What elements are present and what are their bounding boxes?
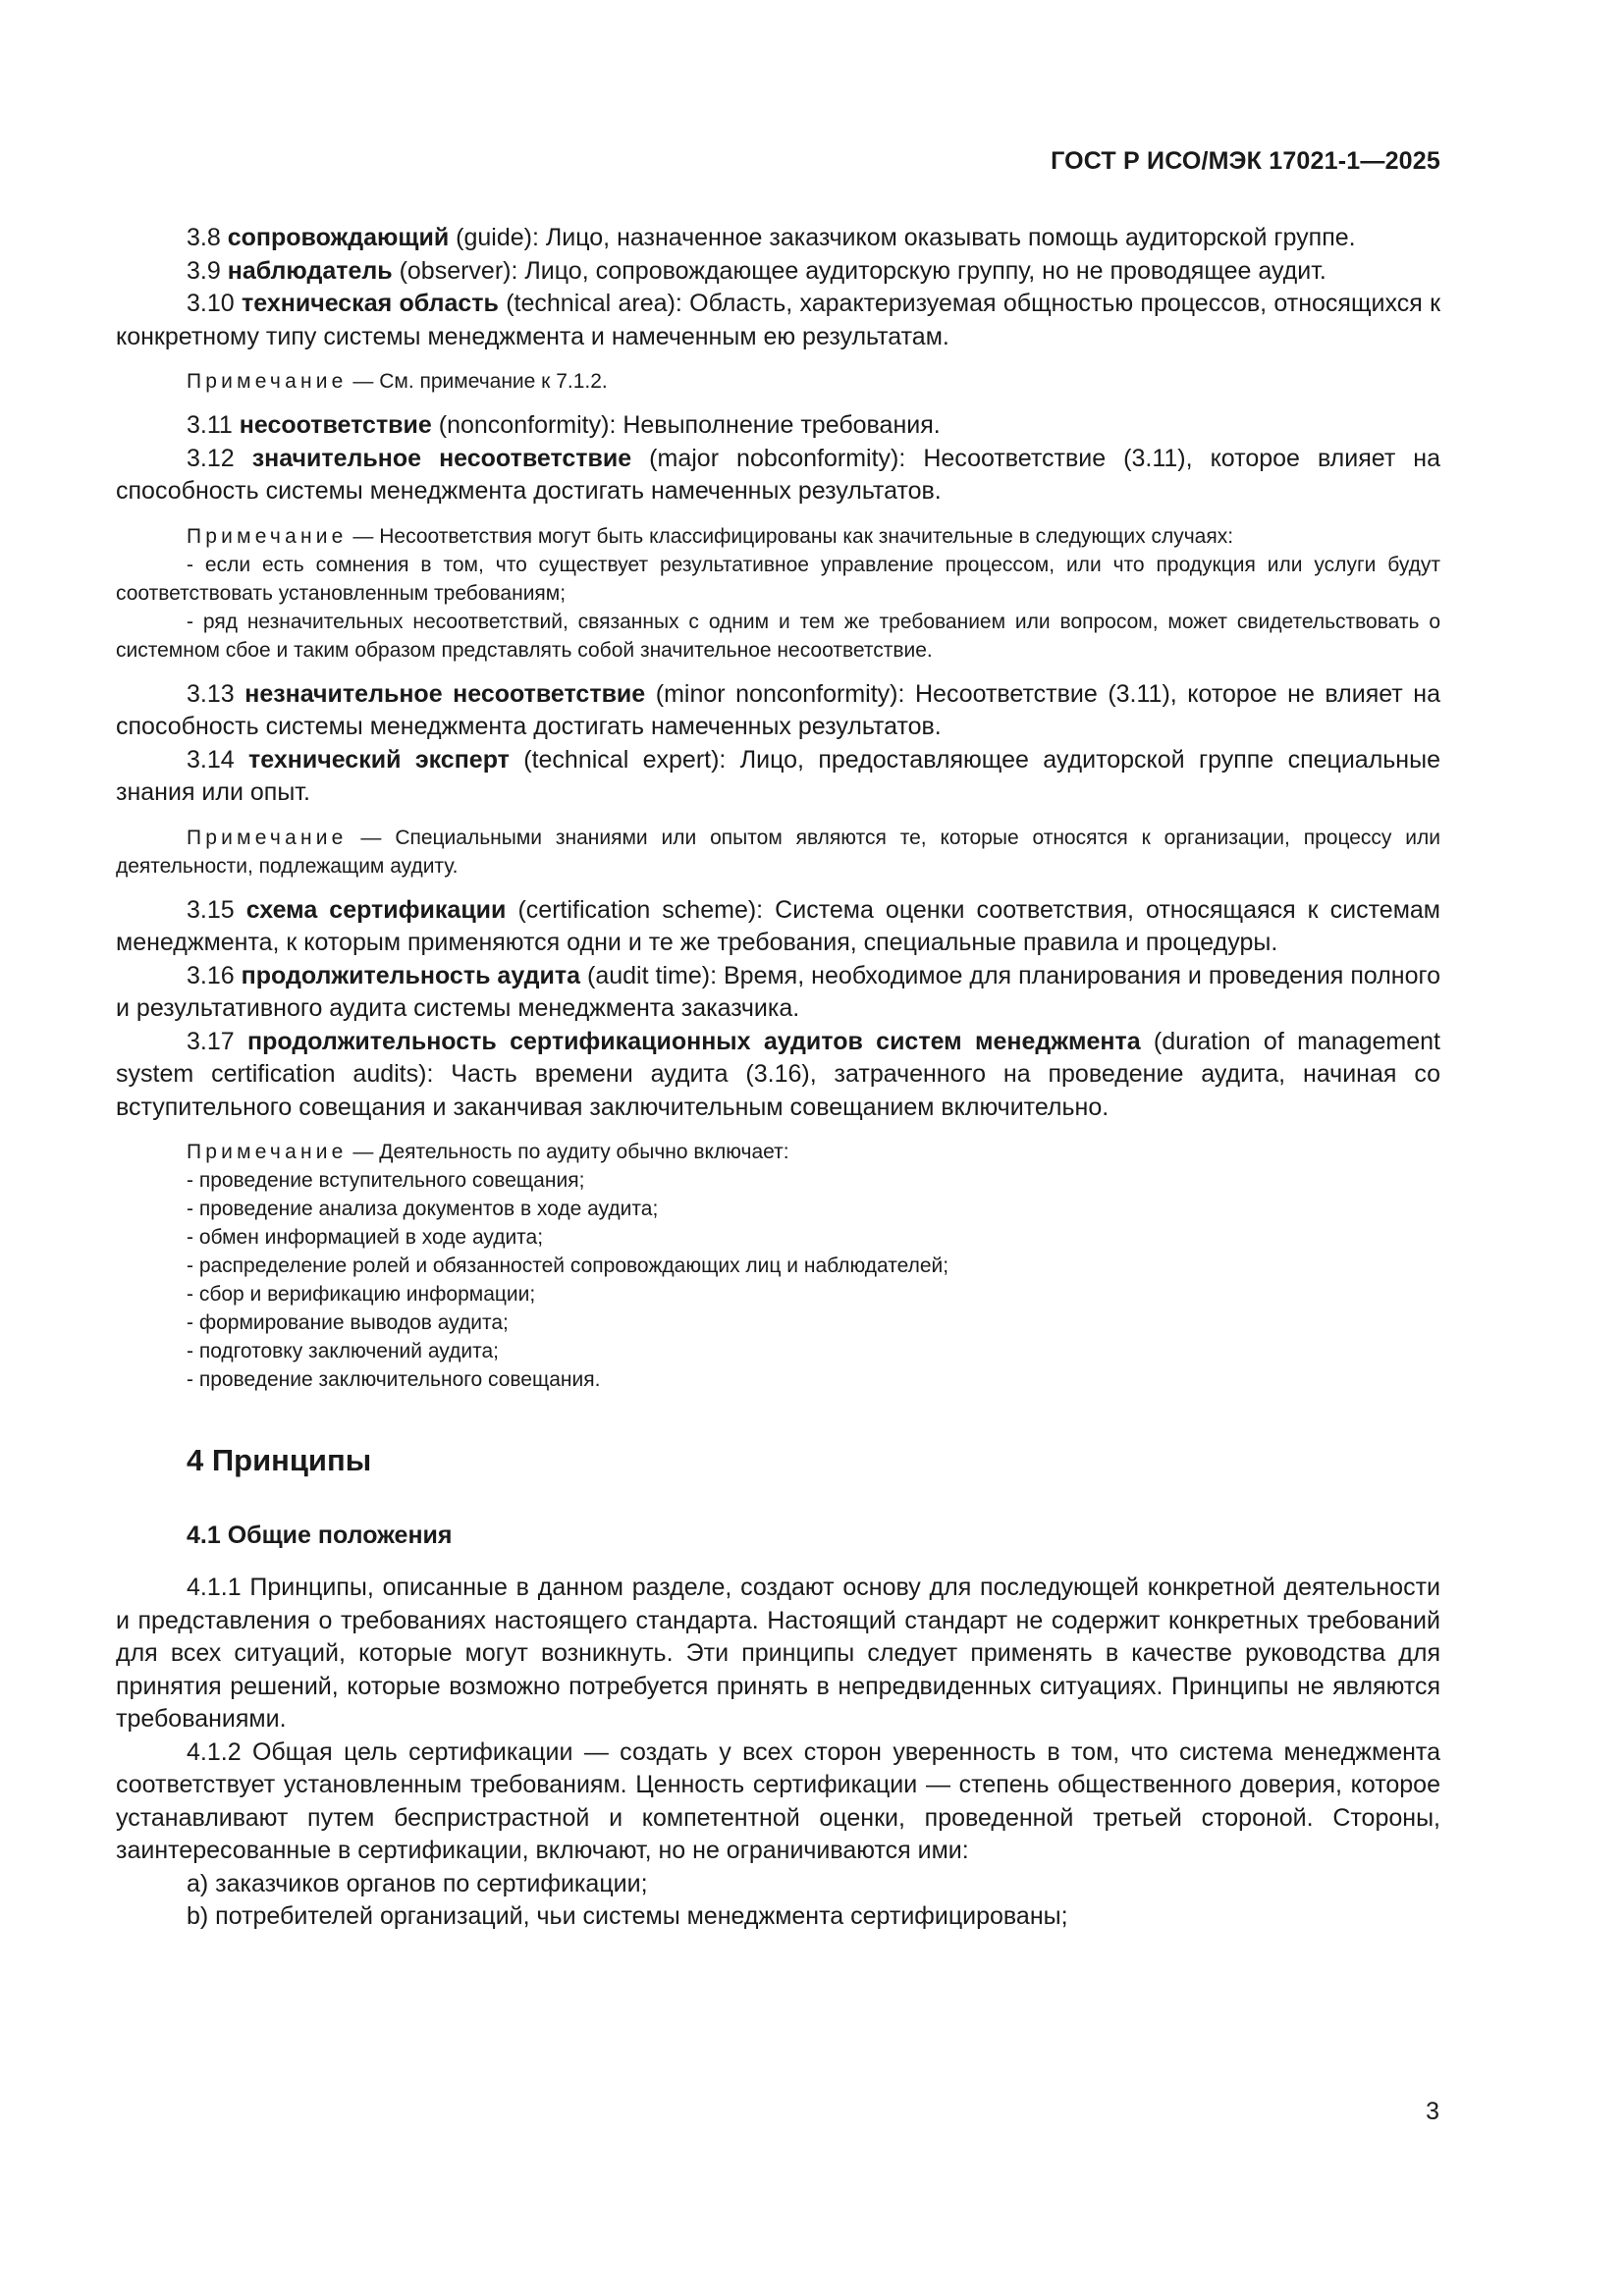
note-label: Примечание xyxy=(187,370,348,393)
note-separator: — xyxy=(347,524,380,548)
term-3-9 xyxy=(116,255,1440,289)
term-definition: (major nobconformity): Несоответствие (3.11), которое влияет на способность системы менеджмента достигать намеченных результатов. xyxy=(116,444,1441,505)
term-name: технический эксперт xyxy=(248,745,510,774)
term-number: 3.12 xyxy=(187,444,235,472)
term-number: 3.17 xyxy=(187,1027,235,1055)
page-number: 3 xyxy=(1426,2098,1439,2125)
term-name: продолжительность аудита xyxy=(241,961,580,989)
term-definition: (duration of management system certification audits): Часть времени аудита (3.16), затраченного на проведение аудита, начиная со вступительного совещания и заканчивая заключительным совещанием включительно. xyxy=(116,1027,1440,1121)
note-label: Примечание xyxy=(187,826,348,849)
note-list-item: - распределение ролей и обязанностей сопровождающих лиц и наблюдателей; xyxy=(187,1255,949,1277)
note-list-item: - проведение анализа документов в ходе аудита; xyxy=(187,1198,659,1220)
term-name: техническая область xyxy=(242,290,499,317)
note-text: Несоответствия могут быть классифицированы как значительные в следующих случаях: xyxy=(379,524,1234,548)
note-separator: — xyxy=(347,1141,380,1163)
term-name: несоответствие xyxy=(239,411,432,439)
term-number: 3.10 xyxy=(187,290,235,317)
list-item: a) заказчиков органов по сертификации; xyxy=(187,1869,648,1897)
term-3-8 xyxy=(116,222,1440,255)
term-number: 3.13 xyxy=(187,679,235,708)
note-text: См. примечание к 7.1.2. xyxy=(379,370,608,393)
term-name: сопровождающий xyxy=(227,224,450,251)
term-number: 3.9 xyxy=(187,256,221,285)
note-text: Специальными знаниями или опытом являются те, которые относятся к организации, процессу или деятельности, подлежащим аудиту. xyxy=(116,826,1440,878)
term-name: наблюдатель xyxy=(227,256,393,285)
note-3-14 xyxy=(116,824,1440,881)
term-number: 3.15 xyxy=(187,895,235,924)
term-3-15 xyxy=(116,894,1440,960)
note-list-item: - ряд незначительных несоответствий, связанных с одним и тем же требованием или вопросом, может свидетельствовать о системном сбое и таким образом представлять собой значительное несоответствие. xyxy=(116,610,1440,662)
term-3-13 xyxy=(116,678,1440,744)
note-separator: — xyxy=(347,370,380,393)
subsection-heading: 4.1 Общие положения xyxy=(187,1522,453,1549)
term-3-16 xyxy=(116,960,1440,1026)
list-item: b) потребителей организаций, чьи системы менеджмента сертифицированы; xyxy=(187,1902,1068,1930)
term-definition: (audit time): Время, необходимое для планирования и проведения полного и результативного аудита системы менеджмента заказчика. xyxy=(116,961,1440,1022)
term-name: схема сертификации xyxy=(245,895,507,924)
note-list-item: - подготовку заключений аудита; xyxy=(187,1340,499,1362)
page-content xyxy=(116,222,1440,1934)
note-list-item: - проведение вступительного совещания; xyxy=(187,1169,585,1192)
section-heading: 4 Принципы xyxy=(187,1443,372,1477)
term-name: незначительное несоответствие xyxy=(244,679,646,708)
term-3-11 xyxy=(116,409,1440,443)
term-number: 3.8 xyxy=(187,224,221,251)
term-definition: (certification scheme): Система оценки соответствия, относящаяся к системам менеджмента, к которым применяются одни и те же требования, специальные правила и процедуры. xyxy=(116,895,1440,956)
note-3-12 xyxy=(116,522,1440,665)
term-name: значительное несоответствие xyxy=(251,444,632,472)
paragraph-4-1-1: 4.1.1 Принципы, описанные в данном разделе, создают основу для последующей конкретной деятельности и представления о требованиях настоящего стандарта. Настоящий стандарт не содержит конкретных требований для всех ситуаций, которые могут возникнуть. Эти принципы следует применять в качестве руководства для принятия решений, которые возможно потребуется принять в непредвиденных ситуациях. Принципы не являются требованиями. xyxy=(116,1574,1440,1733)
term-3-12 xyxy=(116,443,1440,508)
term-3-17 xyxy=(116,1026,1440,1125)
term-number: 3.11 xyxy=(187,411,233,439)
term-name: продолжительность сертификационных аудитов систем менеджмента xyxy=(247,1027,1141,1055)
note-label: Примечание xyxy=(187,524,348,548)
note-list-item: - обмен информацией в ходе аудита; xyxy=(187,1226,544,1249)
note-3-17 xyxy=(116,1138,1440,1394)
term-3-10 xyxy=(116,288,1440,353)
note-text: Деятельность по аудиту обычно включает: xyxy=(379,1141,789,1163)
document-header: ГОСТ Р ИСО/МЭК 17021-1—2025 xyxy=(1051,147,1440,175)
note-separator: — xyxy=(347,826,396,849)
term-definition: (technical expert): Лицо, предоставляющее аудиторской группе специальные знания или опыт. xyxy=(116,745,1440,806)
note-3-10 xyxy=(116,367,1440,396)
term-definition: (guide): Лицо, назначенное заказчиком оказывать помощь аудиторской группе. xyxy=(449,224,1356,251)
term-3-14 xyxy=(116,744,1440,810)
note-list-item: - если есть сомнения в том, что существует результативное управление процессом, или что продукция или услуги будут соответствовать установленным требованиям; xyxy=(116,553,1440,605)
paragraph-4-1-2: 4.1.2 Общая цель сертификации — создать у всех сторон уверенность в том, что система менеджмента соответствует установленным требованиям. Ценность сертификации — степень общественного доверия, которое устанавливают путем беспристрастной и компетентной оценки, проведенной третьей стороной. Стороны, заинтересованные в сертификации, включают, но не ограничиваются ими: xyxy=(116,1737,1440,1864)
note-label: Примечание xyxy=(187,1141,348,1163)
term-definition: (observer): Лицо, сопровождающее аудиторскую группу, но не проводящее аудит. xyxy=(392,256,1326,285)
note-list-item: - формирование выводов аудита; xyxy=(187,1311,509,1334)
note-list-item: - сбор и верификацию информации; xyxy=(187,1283,536,1306)
term-number: 3.16 xyxy=(187,961,235,989)
note-list-item: - проведение заключительного совещания. xyxy=(187,1368,601,1391)
term-definition: (nonconformity): Невыполнение требования. xyxy=(431,411,941,439)
term-definition: (technical area): Область, характеризуемая общностью процессов, относящихся к конкретному типу системы менеджмента и намеченным ею результатам. xyxy=(116,290,1441,350)
term-number: 3.14 xyxy=(187,745,235,774)
term-definition: (minor nonconformity): Несоответствие (3.11), которое не влияет на способность системы менеджмента достигать намеченных результатов. xyxy=(116,679,1441,740)
